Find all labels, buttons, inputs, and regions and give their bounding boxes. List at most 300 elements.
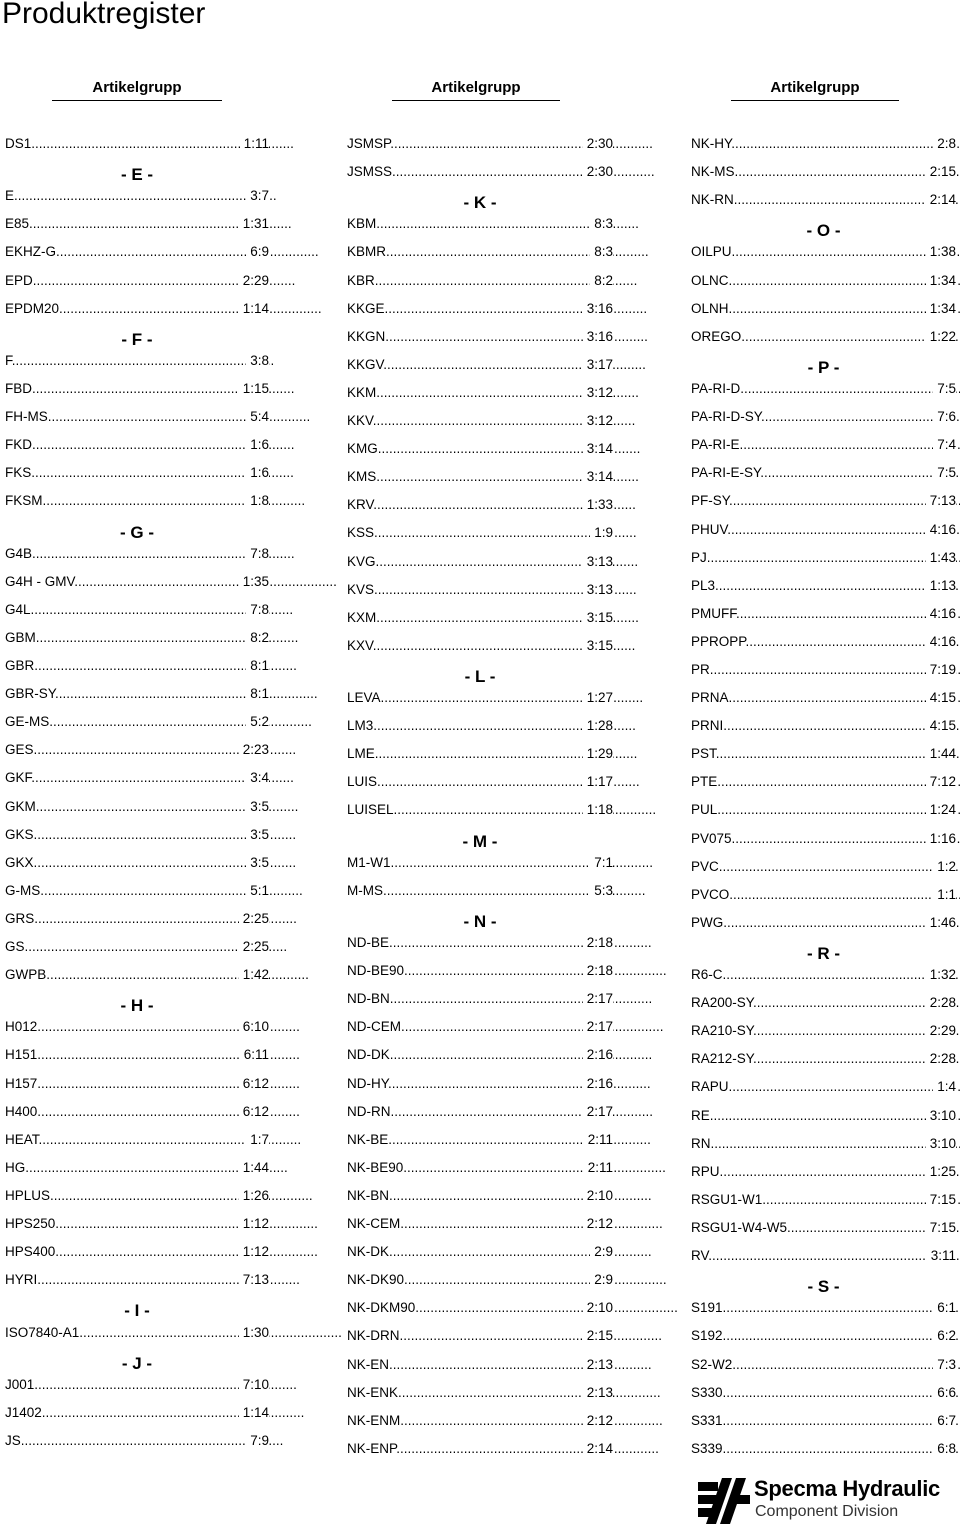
register-entry xyxy=(5,1126,269,1154)
page-reference: 5:4 xyxy=(246,403,269,431)
section-letter-heading: - K - xyxy=(463,193,497,213)
register-entry xyxy=(691,628,956,656)
page-reference: 3:12 xyxy=(583,407,613,435)
page-reference: 7:15 xyxy=(926,1214,956,1242)
article-code: ND-BE ..... xyxy=(347,929,652,957)
article-code: PWG ..... xyxy=(691,909,960,937)
specma-logo xyxy=(698,1476,960,1526)
page-reference: 6:2 xyxy=(933,1322,956,1350)
register-entry xyxy=(5,210,269,238)
article-code: HEAT ..... xyxy=(5,1126,301,1154)
register-entry xyxy=(691,768,956,796)
page-reference: 7:19 xyxy=(926,656,956,684)
article-code: GE-MS ..... xyxy=(5,708,312,736)
register-entry xyxy=(691,853,956,881)
page-reference: 1:2 xyxy=(933,853,956,881)
register-entry xyxy=(5,267,269,295)
article-code: H157 ..... xyxy=(5,1070,300,1098)
article-code: NK-BE ..... xyxy=(347,1126,651,1154)
section-letter-heading: - M - xyxy=(462,831,498,851)
article-code: LUIS ..... xyxy=(347,768,640,796)
page-reference: 7:4 xyxy=(933,431,956,459)
page-reference: 3:10 xyxy=(926,1102,956,1130)
article-code: PF-SY ..... xyxy=(691,487,960,515)
page-reference: 2:8 xyxy=(933,130,956,158)
section-letter-heading: - N - xyxy=(463,911,497,931)
register-entry xyxy=(691,1294,956,1322)
register-entry xyxy=(5,1399,269,1427)
article-code: HPS400 ..... xyxy=(5,1238,318,1266)
article-code: OLNC ..... xyxy=(691,267,960,295)
register-entry xyxy=(347,548,613,576)
article-code: KBMR ..... xyxy=(347,238,649,266)
register-entry xyxy=(691,130,956,158)
register-entry xyxy=(691,375,956,403)
page-reference: 6:11 xyxy=(240,1041,269,1069)
register-entry xyxy=(347,929,613,957)
register-entry xyxy=(5,1427,269,1455)
page-reference: 7:8 xyxy=(246,596,269,624)
article-code: NK-EN ..... xyxy=(347,1351,652,1379)
register-entry xyxy=(691,1102,956,1130)
page-reference: 1:25 xyxy=(926,1158,956,1186)
register-entry xyxy=(5,1013,269,1041)
page-reference: 3:5 xyxy=(246,821,269,849)
section-letter-heading: - I - xyxy=(124,1301,150,1321)
register-entry xyxy=(347,1266,613,1294)
column-header-1: Artikelgrupp xyxy=(52,78,222,101)
article-code: HG ..... xyxy=(5,1154,288,1182)
article-code: DS1 ..... xyxy=(5,130,294,158)
article-code: LEVA ..... xyxy=(347,684,643,712)
article-code: LM3 ..... xyxy=(347,712,636,740)
column-header-3: Artikelgrupp xyxy=(731,78,899,101)
register-entry xyxy=(347,1435,613,1463)
register-entry xyxy=(5,905,269,933)
article-code: ND-BN ..... xyxy=(347,985,652,1013)
register-entry xyxy=(5,1070,269,1098)
register-entry xyxy=(5,130,269,158)
article-code: KKGN ..... xyxy=(347,323,648,351)
register-entry xyxy=(5,1098,269,1126)
register-entry xyxy=(5,347,269,375)
article-code: ND-HY ..... xyxy=(347,1070,651,1098)
article-code: PHUV ..... xyxy=(691,516,960,544)
article-code: JSMSP ..... xyxy=(347,130,653,158)
page-reference: 2:30 xyxy=(583,130,613,158)
article-code: PRNI ..... xyxy=(691,712,960,740)
page-reference: 1:42 xyxy=(239,961,269,989)
register-entry xyxy=(5,877,269,905)
register-entry xyxy=(5,764,269,792)
register-entry xyxy=(691,323,956,351)
page-reference: 3:17 xyxy=(583,351,613,379)
article-code: PA-RI-E ..... xyxy=(691,431,960,459)
logo-brand-text: Specma Hydraulic xyxy=(754,1476,940,1501)
register-entry xyxy=(5,596,269,624)
page-reference: 8:1 xyxy=(246,652,269,680)
article-code: PJ ..... xyxy=(691,544,960,572)
page-reference: 3:13 xyxy=(583,548,613,576)
page-reference: 3:11 xyxy=(927,1242,956,1270)
article-code: GBR-SY ..... xyxy=(5,680,318,708)
article-code: ISO7840-A1 ..... xyxy=(5,1319,342,1347)
register-entry xyxy=(5,1319,269,1347)
article-code: KKM ..... xyxy=(347,379,639,407)
register-entry xyxy=(347,796,613,824)
page-reference: 3:5 xyxy=(246,793,269,821)
register-entry xyxy=(347,295,613,323)
register-entry xyxy=(5,238,269,266)
article-code: ND-CEM ..... xyxy=(347,1013,664,1041)
page-reference: 6:1 xyxy=(933,1294,956,1322)
article-code: NK-DK90 ..... xyxy=(347,1266,667,1294)
page-reference: 2:14 xyxy=(926,186,956,214)
section-letter-heading: - J - xyxy=(121,1353,153,1373)
page-reference: 2:13 xyxy=(583,1379,613,1407)
page-reference: 1:29 xyxy=(583,740,613,768)
register-entry xyxy=(347,1154,613,1182)
page-reference: 1:11 xyxy=(240,130,269,158)
page-reference: 4:16 xyxy=(926,516,956,544)
register-entry xyxy=(5,459,269,487)
page-reference: 3:16 xyxy=(583,323,613,351)
column-header-2: Artikelgrupp xyxy=(392,78,560,101)
article-code: HPLUS ..... xyxy=(5,1182,313,1210)
register-entry xyxy=(347,1351,613,1379)
register-entry xyxy=(5,793,269,821)
article-code: OLNH ..... xyxy=(691,295,960,323)
article-code: PVCO ..... xyxy=(691,881,960,909)
register-entry xyxy=(347,158,613,186)
page-reference: 1:43 xyxy=(926,544,956,572)
page-reference: 8:3 xyxy=(590,238,613,266)
register-column-3 xyxy=(691,130,956,1463)
page-reference: 6:6 xyxy=(933,1379,956,1407)
page-reference: 6:12 xyxy=(239,1098,269,1126)
article-code: RAPU ..... xyxy=(691,1073,960,1101)
article-code: KKGE ..... xyxy=(347,295,647,323)
page-reference: 1:35 xyxy=(239,568,269,596)
article-code: PA-RI-D-SY ..... xyxy=(691,403,960,431)
page-reference: 3:7 xyxy=(246,182,269,210)
page-reference: 1:32 xyxy=(926,961,956,989)
page-reference: 2:10 xyxy=(583,1182,613,1210)
article-code: NK-BN ..... xyxy=(347,1182,652,1210)
register-entry xyxy=(5,1371,269,1399)
article-code: RN ..... xyxy=(691,1130,960,1158)
register-entry xyxy=(5,624,269,652)
page-reference: 1:34 xyxy=(926,267,956,295)
register-entry xyxy=(347,351,613,379)
register-entry xyxy=(347,985,613,1013)
register-entry xyxy=(347,1407,613,1435)
page-reference: 2:25 xyxy=(239,933,269,961)
article-code: NK-DK ..... xyxy=(347,1238,652,1266)
register-entry xyxy=(691,1435,956,1463)
register-entry xyxy=(5,540,269,568)
register-entry xyxy=(691,1214,956,1242)
article-code: F ..... xyxy=(5,347,274,375)
page-reference: 1:4 xyxy=(933,1073,956,1101)
page-reference: 3:4 xyxy=(246,764,269,792)
register-entry xyxy=(5,182,269,210)
page-reference: 1:27 xyxy=(583,684,613,712)
section-letter-heading: - R - xyxy=(806,943,841,963)
register-entry xyxy=(691,1073,956,1101)
register-entry xyxy=(5,568,269,596)
article-code: PL3 ..... xyxy=(691,572,960,600)
register-entry xyxy=(5,708,269,736)
page-reference: 5:3 xyxy=(590,877,613,905)
register-entry xyxy=(691,712,956,740)
page-reference: 2:13 xyxy=(583,1351,613,1379)
page-reference: 2:14 xyxy=(583,1435,613,1463)
section-letter-heading: - O - xyxy=(806,221,841,241)
page-reference: 3:8 xyxy=(246,347,269,375)
page-reference: 2:28 xyxy=(926,989,956,1017)
article-code: J1402 ..... xyxy=(5,1399,304,1427)
article-code: G4L ..... xyxy=(5,596,293,624)
page-reference: 2:9 xyxy=(590,1266,613,1294)
page-reference: 1:16 xyxy=(926,825,956,853)
section-letter-heading: - P - xyxy=(807,357,840,377)
register-entry xyxy=(691,1351,956,1379)
register-entry xyxy=(347,632,613,660)
register-entry xyxy=(347,379,613,407)
page-reference: 1:44 xyxy=(926,740,956,768)
page-reference: 1:18 xyxy=(583,796,613,824)
article-code: FKS ..... xyxy=(5,459,294,487)
register-entry xyxy=(691,295,956,323)
page-reference: 2:18 xyxy=(583,929,613,957)
article-code: GS ..... xyxy=(5,933,287,961)
article-code: GRS ..... xyxy=(5,905,297,933)
register-entry xyxy=(5,821,269,849)
page-reference: 2:28 xyxy=(926,1045,956,1073)
register-entry xyxy=(347,463,613,491)
article-code: GKM ..... xyxy=(5,793,298,821)
article-code: H012 ..... xyxy=(5,1013,300,1041)
article-code: H151 ..... xyxy=(5,1041,300,1069)
page-reference: 3:10 xyxy=(926,1130,956,1158)
page-reference: 7:9 xyxy=(246,1427,269,1455)
register-entry xyxy=(691,881,956,909)
article-code: GWPB ..... xyxy=(5,961,309,989)
register-entry xyxy=(5,1154,269,1182)
page-reference: 1:46 xyxy=(926,909,956,937)
article-code: S2-W2 ..... xyxy=(691,1351,960,1379)
page-reference: 3:15 xyxy=(583,632,613,660)
register-entry xyxy=(691,1242,956,1270)
article-code: EPDM20 ..... xyxy=(5,295,322,323)
page-reference: 2:29 xyxy=(926,1017,956,1045)
page-reference: 1:22 xyxy=(926,323,956,351)
article-code: NK-BE90 ..... xyxy=(347,1154,666,1182)
article-code: FKD ..... xyxy=(5,431,295,459)
article-code: PUL ..... xyxy=(691,796,960,824)
register-entry xyxy=(347,1098,613,1126)
register-entry xyxy=(5,1266,269,1294)
page-reference: 1:13 xyxy=(926,572,956,600)
page-reference: 1:12 xyxy=(239,1210,269,1238)
page-reference: 1:33 xyxy=(583,491,613,519)
section-letter-heading: - H - xyxy=(120,996,154,1016)
page-reference: 1:1 xyxy=(933,881,956,909)
article-code: M-MS ..... xyxy=(347,877,646,905)
article-code: EKHZ-G ..... xyxy=(5,238,319,266)
page-reference: 7:5 xyxy=(933,459,956,487)
page-reference: 1:12 xyxy=(239,1238,269,1266)
page-reference: 7:12 xyxy=(926,768,956,796)
article-code: HYRI ..... xyxy=(5,1266,300,1294)
register-entry xyxy=(5,403,269,431)
page-reference: 2:17 xyxy=(583,985,613,1013)
article-code: PMUFF ..... xyxy=(691,600,960,628)
article-code: RV ..... xyxy=(691,1242,960,1270)
article-code: H400 ..... xyxy=(5,1098,300,1126)
article-code: FKSM ..... xyxy=(5,487,305,515)
register-entry xyxy=(691,186,956,214)
register-entry xyxy=(347,849,613,877)
register-entry xyxy=(5,652,269,680)
article-code: NK-MS ..... xyxy=(691,158,960,186)
article-code: S331 ..... xyxy=(691,1407,960,1435)
page-reference: 2:12 xyxy=(583,1407,613,1435)
page-reference: 3:16 xyxy=(583,295,613,323)
article-code: PRNA ..... xyxy=(691,684,960,712)
article-code: NK-ENM ..... xyxy=(347,1407,663,1435)
register-entry xyxy=(347,1126,613,1154)
article-code: PA-RI-D ..... xyxy=(691,375,960,403)
article-code: PV075 ..... xyxy=(691,825,960,853)
register-entry xyxy=(691,487,956,515)
page-reference: 2:15 xyxy=(926,158,956,186)
register-entry xyxy=(5,295,269,323)
article-code: E85 ..... xyxy=(5,210,292,238)
page-reference: 8:3 xyxy=(590,210,613,238)
page-reference: 5:1 xyxy=(246,877,269,905)
register-entry xyxy=(691,989,956,1017)
article-code: NK-CEM ..... xyxy=(347,1210,663,1238)
page-reference: 7:13 xyxy=(926,487,956,515)
register-entry xyxy=(5,1238,269,1266)
register-entry xyxy=(347,1294,613,1322)
page-reference: 2:17 xyxy=(583,1098,613,1126)
page-reference: 6:8 xyxy=(933,1435,956,1463)
article-code: RE ..... xyxy=(691,1102,960,1130)
section-letter-heading: - G - xyxy=(120,522,154,542)
article-code: FBD ..... xyxy=(5,375,295,403)
page-reference: 3:14 xyxy=(583,463,613,491)
article-code: NK-DRN ..... xyxy=(347,1322,662,1350)
register-entry xyxy=(691,1130,956,1158)
register-entry xyxy=(347,130,613,158)
page-reference: 3:15 xyxy=(583,604,613,632)
page-reference: 3:13 xyxy=(583,576,613,604)
page-reference: 1:9 xyxy=(590,519,613,547)
page-reference: 7:8 xyxy=(246,540,269,568)
article-code: FH-MS ..... xyxy=(5,403,310,431)
article-code: GKF ..... xyxy=(5,764,294,792)
article-code: ND-RN ..... xyxy=(347,1098,653,1126)
article-code: KKGV ..... xyxy=(347,351,646,379)
page-reference: 7:1 xyxy=(590,849,613,877)
page-reference: 1:6 xyxy=(246,431,269,459)
article-code: OILPU ..... xyxy=(691,238,960,266)
page-reference: 1:7 xyxy=(246,1126,269,1154)
article-code: PTE ..... xyxy=(691,768,960,796)
register-entry xyxy=(691,1407,956,1435)
page-reference: 1:44 xyxy=(239,1154,269,1182)
article-code: S191 ..... xyxy=(691,1294,960,1322)
page-reference: 8:1 xyxy=(246,680,269,708)
register-entry xyxy=(347,407,613,435)
register-entry xyxy=(347,491,613,519)
register-entry xyxy=(691,431,956,459)
register-entry xyxy=(691,600,956,628)
page-reference: 2:25 xyxy=(239,905,269,933)
article-code: KBR ..... xyxy=(347,267,637,295)
register-entry xyxy=(5,431,269,459)
article-code: HPS250 ..... xyxy=(5,1210,318,1238)
page-reference: 1:31 xyxy=(239,210,269,238)
page-reference: 6:7 xyxy=(933,1407,956,1435)
register-entry xyxy=(347,877,613,905)
article-code: PA-RI-E-SY ..... xyxy=(691,459,960,487)
article-code: PPROPP ..... xyxy=(691,628,960,656)
register-entry xyxy=(347,519,613,547)
logo-division-text: Component Division xyxy=(755,1503,899,1520)
page-reference: 2:12 xyxy=(583,1210,613,1238)
register-entry xyxy=(347,1210,613,1238)
page-reference: 8:2 xyxy=(590,267,613,295)
register-entry xyxy=(5,487,269,515)
section-letter-heading: - L - xyxy=(464,666,496,686)
page-reference: 4:15 xyxy=(926,684,956,712)
page-reference: 2:10 xyxy=(583,1294,613,1322)
register-entry xyxy=(691,1017,956,1045)
article-code: LUISEL ..... xyxy=(347,796,656,824)
register-entry xyxy=(691,516,956,544)
register-entry xyxy=(347,1238,613,1266)
page-reference: 7:15 xyxy=(926,1186,956,1214)
article-code: M1-W1 ..... xyxy=(347,849,653,877)
article-code: KXV ..... xyxy=(347,632,635,660)
article-code: GBR ..... xyxy=(5,652,297,680)
page-reference: 1:28 xyxy=(583,712,613,740)
article-code: KVG ..... xyxy=(347,548,638,576)
register-entry xyxy=(347,210,613,238)
article-code: KXM ..... xyxy=(347,604,639,632)
section-letter-heading: - E - xyxy=(120,165,154,185)
page-reference: 4:15 xyxy=(926,712,956,740)
page-reference: 1:15 xyxy=(239,375,269,403)
article-code: KRV ..... xyxy=(347,491,636,519)
register-entry xyxy=(691,544,956,572)
register-entry xyxy=(347,323,613,351)
page-reference: 3:14 xyxy=(583,435,613,463)
article-code: NK-HY ..... xyxy=(691,130,960,158)
article-code: G-MS ..... xyxy=(5,877,303,905)
register-entry xyxy=(347,238,613,266)
register-entry xyxy=(5,680,269,708)
page-reference: 2:11 xyxy=(584,1126,613,1154)
register-entry xyxy=(691,796,956,824)
article-code: RSGU1-W1 ..... xyxy=(691,1186,960,1214)
register-entry xyxy=(691,1045,956,1073)
register-column-1 xyxy=(5,130,269,1455)
